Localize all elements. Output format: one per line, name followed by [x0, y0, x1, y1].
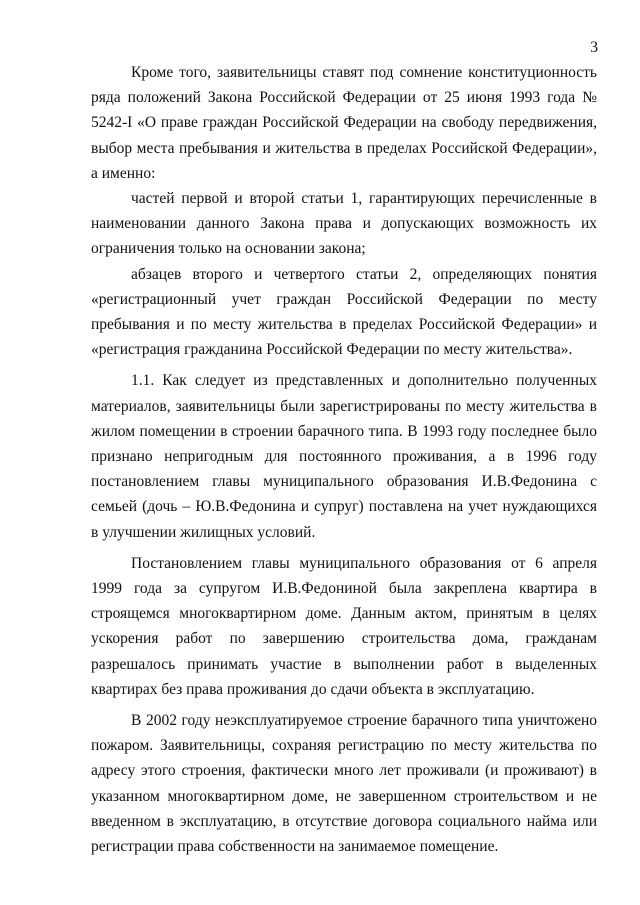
document-body — [91, 60, 597, 859]
paragraph: В 2002 году неэксплуатируемое строение барачного типа уничтожено пожаром. Заявительницы, сохраняя регистрацию по месту жительства по адресу этого строения, фактически много лет проживали (и проживают) в указанном многоквартирном доме, не завершенном строительством и не введенном в эксплуатацию, в отсутствие договора социального найма или регистрации права собственности на занимаемое помещение. — [91, 712, 597, 856]
paragraph: абзацев второго и четвертого статьи 2, определяющих понятия «регистрационный учет граждан Российской Федерации по месту пребывания и по месту жительства в пределах Российской Федерации» и «регистрация гражданина Российской Федерации по месту жительства». — [91, 265, 597, 359]
paragraph: 1.1. Как следует из представленных и дополнительно полученных материалов, заявительницы были зарегистрированы по месту жительства в жилом помещении в строении барачного типа. В 1993 году последнее было признано непригодным для постоянного проживания, а в 1996 году постановлением главы муниципального образования И.В.Федонина с семьей (дочь – Ю.В.Федонина и супруг) поставлена на учет нуждающихся в улучшении жилищных условий. — [91, 372, 597, 541]
paragraph: Кроме того, заявительницы ставят под сомнение конституционность ряда положений Закона Российской Федерации от 25 июня 1993 года № 5242-I «О праве граждан Российской Федерации на свободу передвижения, выбор места пребывания и жительства в пределах Российской Федерации», а именно: — [91, 64, 597, 182]
paragraph: частей первой и второй статьи 1, гарантирующих перечисленные в наименовании данного Закона права и допускающих возможность их ограничения только на основании закона; — [91, 190, 597, 258]
paragraph: Постановлением главы муниципального образования от 6 апреля 1999 года за супругом И.В.Федониной была закреплена квартира в строящемся многоквартирном доме. Данным актом, принятым в целях ускорения работ по завершению строительства дома, гражданам разрешалось принимать участие в выполнении работ в выделенных квартирах без права проживания до сдачи объекта в эксплуатацию. — [91, 554, 597, 698]
page-number: 3 — [590, 39, 598, 56]
